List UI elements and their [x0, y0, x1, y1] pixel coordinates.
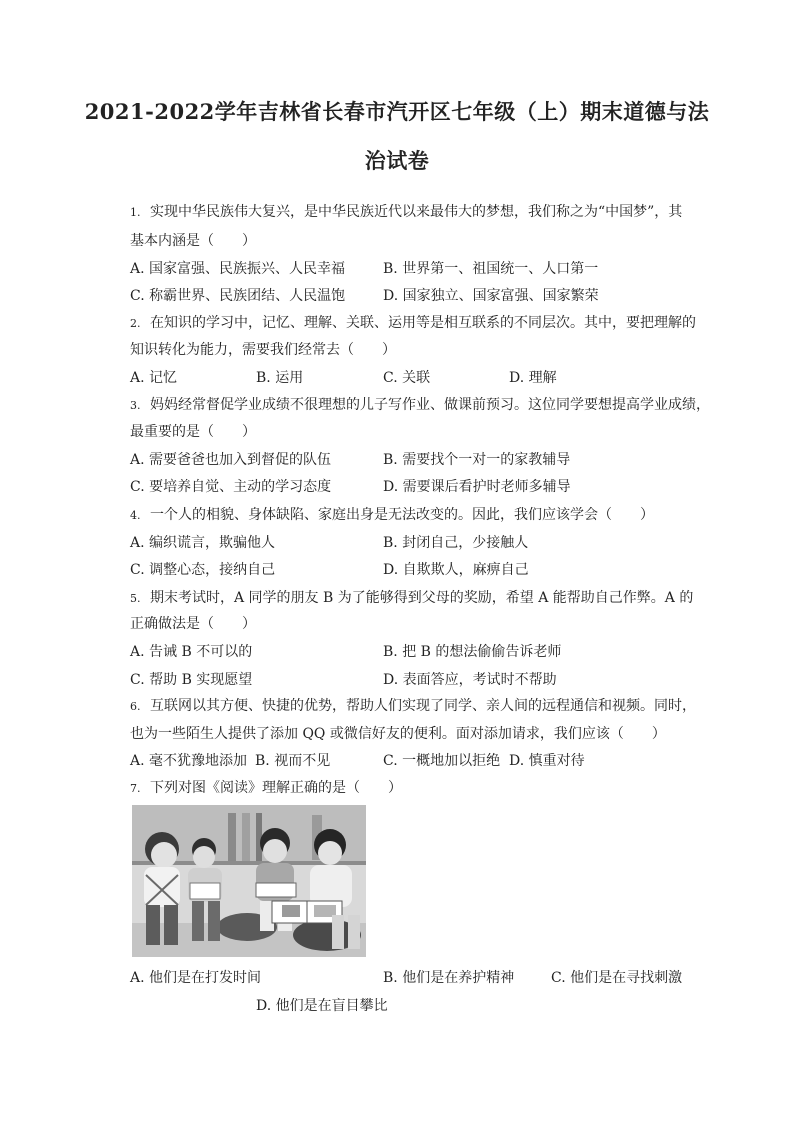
question-6-stem-cont: 也为一些陌生人提供了添加 QQ 或微信好友的便利。面对添加请求，我们应该（ ）: [130, 726, 666, 742]
question-number: 6.: [130, 700, 141, 713]
question-number: 2.: [130, 317, 141, 330]
question-6-stem: [130, 697, 696, 716]
question-6-option-b: B. 视而不见: [255, 753, 331, 769]
question-1-option-d: D. 国家独立、国家富强、国家繁荣: [383, 288, 599, 304]
question-5-stem: [130, 589, 693, 608]
question-2-option-c: C. 关联: [383, 370, 431, 386]
question-3-option-b: B. 需要找个一对一的家教辅导: [383, 452, 571, 468]
question-5-option-c: C. 帮助 B 实现愿望: [130, 672, 253, 688]
question-5-option-a: A. 告诫 B 不可以的: [130, 644, 253, 660]
question-7-option-a: A. 他们是在打发时间: [130, 970, 262, 986]
question-5-option-b: B. 把 B 的想法偷偷告诉老师: [383, 644, 562, 660]
question-number: 3.: [130, 399, 141, 412]
question-text: 下列对图《阅读》理解正确的是（ ）: [150, 780, 402, 796]
document-title-line1: 2021-2022学年吉林省长春市汽开区七年级（上）期末道德与法: [84, 99, 710, 124]
question-4-option-b: B. 封闭自己，少接触人: [383, 535, 529, 551]
question-2-stem: [130, 314, 696, 333]
document-title-line2: 治试卷: [364, 148, 430, 173]
question-4-option-d: D. 自欺欺人，麻痹自己: [383, 562, 529, 578]
question-7-stem: [130, 779, 402, 798]
question-number: 7.: [130, 782, 141, 795]
question-3-stem-cont: 最重要的是（ ）: [130, 424, 256, 440]
question-text: 在知识的学习中，记忆、理解、关联、运用等是相互联系的不同层次。其中，要把理解的: [150, 315, 696, 331]
question-6-option-a: A. 毫不犹豫地添加: [130, 753, 248, 769]
question-3-option-c: C. 要培养自觉、主动的学习态度: [130, 479, 332, 495]
question-2-option-b: B. 运用: [256, 370, 304, 386]
question-2-option-d: D. 理解: [509, 370, 557, 386]
question-5-option-d: D. 表面答应，考试时不帮助: [383, 672, 557, 688]
question-3-option-a: A. 需要爸爸也加入到督促的队伍: [130, 452, 332, 468]
question-text: 期末考试时，A 同学的朋友 B 为了能够得到父母的奖励，希望 A 能帮助自己作弊。A 的: [150, 590, 694, 606]
question-7-option-c: C. 他们是在寻找刺激: [551, 970, 683, 986]
question-6-option-c: C. 一概地加以拒绝: [383, 753, 501, 769]
question-1-option-a: A. 国家富强、民族振兴、人民幸福: [130, 261, 346, 277]
question-7-option-b: B. 他们是在养护精神: [383, 970, 515, 986]
question-1-stem-cont: 基本内涵是（ ）: [130, 233, 256, 249]
question-1-option-c: C. 称霸世界、民族团结、人民温饱: [130, 288, 346, 304]
question-text: 妈妈经常督促学业成绩不很理想的儿子写作业、做课前预习。这位同学要想提高学业成绩，: [150, 397, 710, 413]
question-number: 1.: [130, 206, 141, 219]
question-text: 一个人的相貌、身体缺陷、家庭出身是无法改变的。因此，我们应该学会（ ）: [150, 507, 654, 523]
question-number: 4.: [130, 509, 141, 522]
question-4-option-c: C. 调整心态，接纳自己: [130, 562, 276, 578]
question-text: 互联网以其方便、快捷的优势，帮助人们实现了同学、亲人间的远程通信和视频。同时，: [150, 698, 696, 714]
reading-children-photo: [132, 805, 366, 957]
question-1-option-b: B. 世界第一、祖国统一、人口第一: [383, 261, 599, 277]
question-5-stem-cont: 正确做法是（ ）: [130, 616, 256, 632]
question-text: 实现中华民族伟大复兴，是中华民族近代以来最伟大的梦想，我们称之为“中国梦”，其: [150, 204, 683, 220]
question-7-option-d: D. 他们是在盲目攀比: [256, 998, 388, 1014]
question-4-option-a: A. 编织谎言，欺骗他人: [130, 535, 276, 551]
question-number: 5.: [130, 592, 141, 605]
question-3-option-d: D. 需要课后看护时老师多辅导: [383, 479, 571, 495]
question-3-stem: [130, 396, 710, 415]
question-2-stem-cont: 知识转化为能力，需要我们经常去（ ）: [130, 342, 396, 358]
question-4-stem: [130, 506, 654, 525]
question-6-option-d: D. 慎重对待: [509, 753, 585, 769]
question-1-stem: [130, 203, 682, 222]
question-2-option-a: A. 记忆: [130, 370, 178, 386]
